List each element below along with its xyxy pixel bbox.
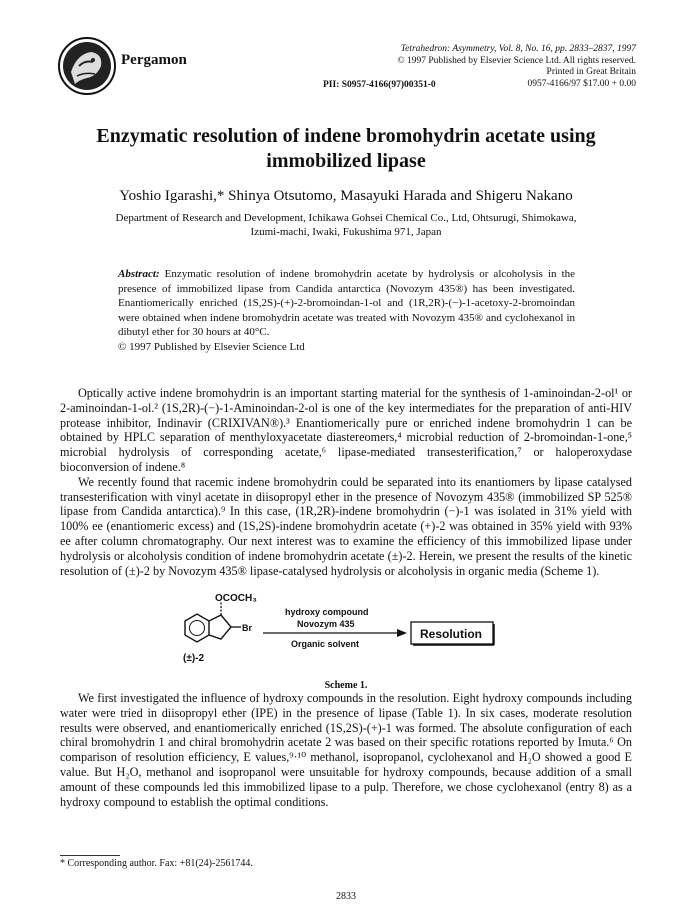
compound-label: (±)-2 (183, 653, 205, 663)
abstract-text: Enzymatic resolution of indene bromohydrin acetate by hydrolysis or alcoholysis in the presence of immobilized lipase from Candida antarctica (Novozym 435®) has been investigated. Enantiomerically enriched (1S,2S)-(+)-2-bromoindan-1-ol and (1R,2R)-(−)-1-acetoxy-2-bromoindan were obtained when indene bromohydrin acetate was treated with Novozym 435® and cyclohexanol in dibutyl ether for 30 hours at 40°C. (118, 268, 576, 338)
pergamon-logo (57, 36, 117, 96)
introduction (60, 386, 632, 578)
oac-label: OCOCH₃ (215, 593, 257, 604)
pii-number: PII: S0957-4166(97)00351-0 (323, 80, 436, 90)
abstract (118, 267, 575, 354)
affiliation-line-2: Izumi-machi, Iwaki, Fukushima 971, Japan (250, 226, 442, 238)
arrow-head (397, 629, 407, 637)
results-paragraph: We first investigated the influence of hydroxy compounds in the resolution. Eight hydroxy compounds including water were tried in diisopropyl ether (IPE) in the presence of lipase (Table 1). In six cases, moderate resolution results were observed, and enantiomerically enriched (1S,2S)-(+)-1 was formed. The absolute configuration of each chiral bromohydrin 1 and chiral bromohydrin acetate 2 was based on their specific rotations reported by Imuta.⁶ On comparison of resolution efficiency, E values,⁹·¹⁰ methanol, isopropanol, cyclohexanol and H₂O showed a good E value. But H₂O, methanol and isopropanol were unsuitable for hydroxy compounds, because addition of a small amount of these compounds led this immobilized lipase to a pulp. Therefore, we chose cyclohexanol (entry 8) as a hydroxy compound to establish the optimal conditions. (60, 691, 632, 809)
affiliation-line-1: Department of Research and Development, Ichikawa Gohsei Chemical Co., Ltd, Ohtsurugi, Shimokawa, (115, 212, 577, 224)
footnote-divider (60, 855, 120, 856)
benzene-ring (185, 614, 209, 642)
publisher-name: Pergamon (121, 52, 187, 68)
affiliation (60, 211, 632, 239)
enzyme-label: Novozym 435 (297, 619, 355, 629)
intro-paragraph-1: Optically active indene bromohydrin is an important starting material for the synthesis of 1-aminoindan-2-ol¹ or 2-aminoindan-1-ol.² (1S,2R)-(−)-1-Aminoindan-2-ol is one of the key intermediates for the preparation of anti-HIV protease inhibitor, Indinavir (CRIXIVAN®).³ Enantiomerically pure or enriched indene bromohydrin 1 can be obtained by HPLC separation of menthyloxyacetate diastereomers,⁴ microbial reduction of 2-bromoindan-1-one,⁵ microbial hydrolysis of corresponding acetate,⁶ lipase-mediated transesterification,⁷ or haloperoxydase bioconversion of indene.⁸ (60, 386, 632, 474)
scheme-1-diagram (175, 593, 555, 663)
abstract-label: Abstract: (118, 268, 160, 280)
aromatic-circle (190, 621, 205, 636)
br-label: Br (242, 623, 253, 633)
author-list: Yoshio Igarashi,* Shinya Otsutomo, Masayuki Harada and Shigeru Nakano (119, 188, 573, 204)
footnote-corresponding-author: * Corresponding author. Fax: +81(24)-2561744. (60, 858, 253, 869)
cyclopentane-ring (209, 615, 231, 639)
title-line-2: immobilized lipase (266, 150, 426, 172)
intro-paragraph-2: We recently found that racemic indene bromohydrin could be separated into its enantiomers by lipase catalysed transesterification with vinyl acetate in diisopropyl ether in the presence of Novozym 435® (immobilized SP 525® lipase from Candida antarctica).⁹ In this case, (1R,2R)-indene bromohydrin (−)-1 was isolated in 31% yield with 100% ee (enantiomeric excess) and (1S,2S)-indene bromohydrin acetate (+)-2 was obtained in 35% yield with 93% ee after column chromatography. Our next interest was to examine the efficiency of this immobilized lipase under hydrolysis or alcoholysis condition of indene bromohydrin acetate (±)-2. Herein, we present the results of the kinetic resolution of (±)-2 by Novozym 435® lipase-catalysed hydrolysis or alcoholysis in organic media (Scheme 1). (60, 474, 632, 578)
solvent-label: Organic solvent (291, 639, 360, 649)
page-number: 2833 (336, 891, 356, 902)
reagent-label: hydroxy compound (285, 607, 369, 617)
price-line: 0957-4166/97 $17.00 + 0.00 (527, 78, 636, 89)
title-line-1: Enzymatic resolution of indene bromohydrin acetate using (96, 125, 596, 147)
paper-title (60, 124, 632, 174)
results-section (60, 691, 632, 809)
resolution-label: Resolution (420, 627, 482, 641)
copyright-line: © 1997 Published by Elsevier Science Ltd. All rights reserved. (397, 55, 636, 66)
abstract-copyright: © 1997 Published by Elsevier Science Ltd (118, 340, 305, 353)
journal-citation: Tetrahedron: Asymmetry, Vol. 8, No. 16, pp. 2833–2837, 1997 (400, 44, 636, 54)
scheme-caption: Scheme 1. (324, 680, 368, 691)
printed-line: Printed in Great Britain (546, 67, 636, 77)
